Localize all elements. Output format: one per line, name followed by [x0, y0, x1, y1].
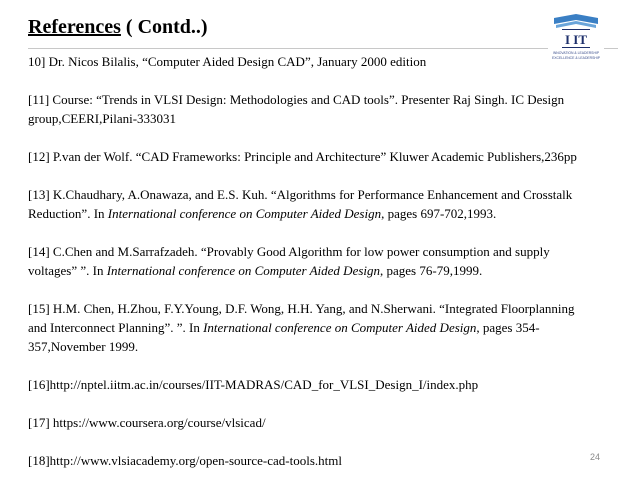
- reference-url: [18]http://www.vlsiacademy.org/open-source-cad-tools.html: [28, 453, 342, 468]
- reference-item: [28, 299, 588, 356]
- reference-item: [28, 52, 588, 71]
- reference-venue: International conference on Computer Aided Design: [203, 320, 477, 335]
- reference-text: 10] Dr. Nicos Bilalis, “Computer Aided Design CAD”, January 2000 edition: [28, 54, 427, 69]
- reference-pages: , pages 76-79,1999.: [380, 263, 483, 278]
- slide-title: [28, 16, 208, 39]
- reference-item: [28, 242, 588, 280]
- logo-tagline-2: EXCELLENCE & LEADERSHIP: [551, 56, 601, 60]
- reference-url: [17] https://www.coursera.org/course/vlsicad/: [28, 415, 266, 430]
- reference-item: [28, 90, 588, 128]
- title-main: References: [28, 16, 121, 38]
- title-divider: [28, 48, 618, 49]
- reference-text: [11] Course: “Trends in VLSI Design: Methodologies and CAD tools”. Presenter Raj Singh. IC Design group,CEERI,Pilani-333031: [28, 92, 565, 126]
- reference-item: [28, 375, 588, 394]
- reference-item: [28, 147, 588, 166]
- reference-item: [28, 413, 588, 432]
- reference-text: [14] C.Chen and M.Sarrafzadeh. “Provably Good Algorithm for low power consumption and supply voltages” ”. In: [28, 244, 550, 278]
- reference-text: [13] K.Chaudhary, A.Onawaza, and E.S. Kuh. “Algorithms for Performance Enhancement and Crosstalk Reduction”. In: [28, 187, 573, 221]
- reference-pages: , pages 354-357,November 1999.: [28, 320, 540, 354]
- reference-item: [28, 185, 588, 223]
- reference-pages: , pages 697-702,1993.: [381, 206, 497, 221]
- logo-text: I IT: [564, 32, 588, 47]
- reference-venue: International conference on Computer Aided Design: [107, 206, 382, 221]
- reference-text: [15] H.M. Chen, H.Zhou, F.Y.Young, D.F. Wong, H.H. Yang, and N.Sherwani. “Integrated Floorplanning and Interconnect Planning”. ”. In: [28, 301, 575, 335]
- title-rest: ( Contd..): [120, 16, 208, 38]
- logo-tagline-1: INNOVATION & LEADERSHIP: [552, 51, 600, 55]
- page-number: 24: [590, 452, 601, 462]
- reference-url: [16]http://nptel.iitm.ac.in/courses/IIT-MADRAS/CAD_for_VLSI_Design_I/index.php: [28, 377, 479, 392]
- reference-item: [28, 451, 588, 470]
- reference-venue: International conference on Computer Aided Design: [106, 263, 381, 278]
- reference-text: [12] P.van der Wolf. “CAD Frameworks: Principle and Architecture” Kluwer Academic Publishers,236pp: [28, 149, 577, 164]
- references-list: [28, 52, 588, 470]
